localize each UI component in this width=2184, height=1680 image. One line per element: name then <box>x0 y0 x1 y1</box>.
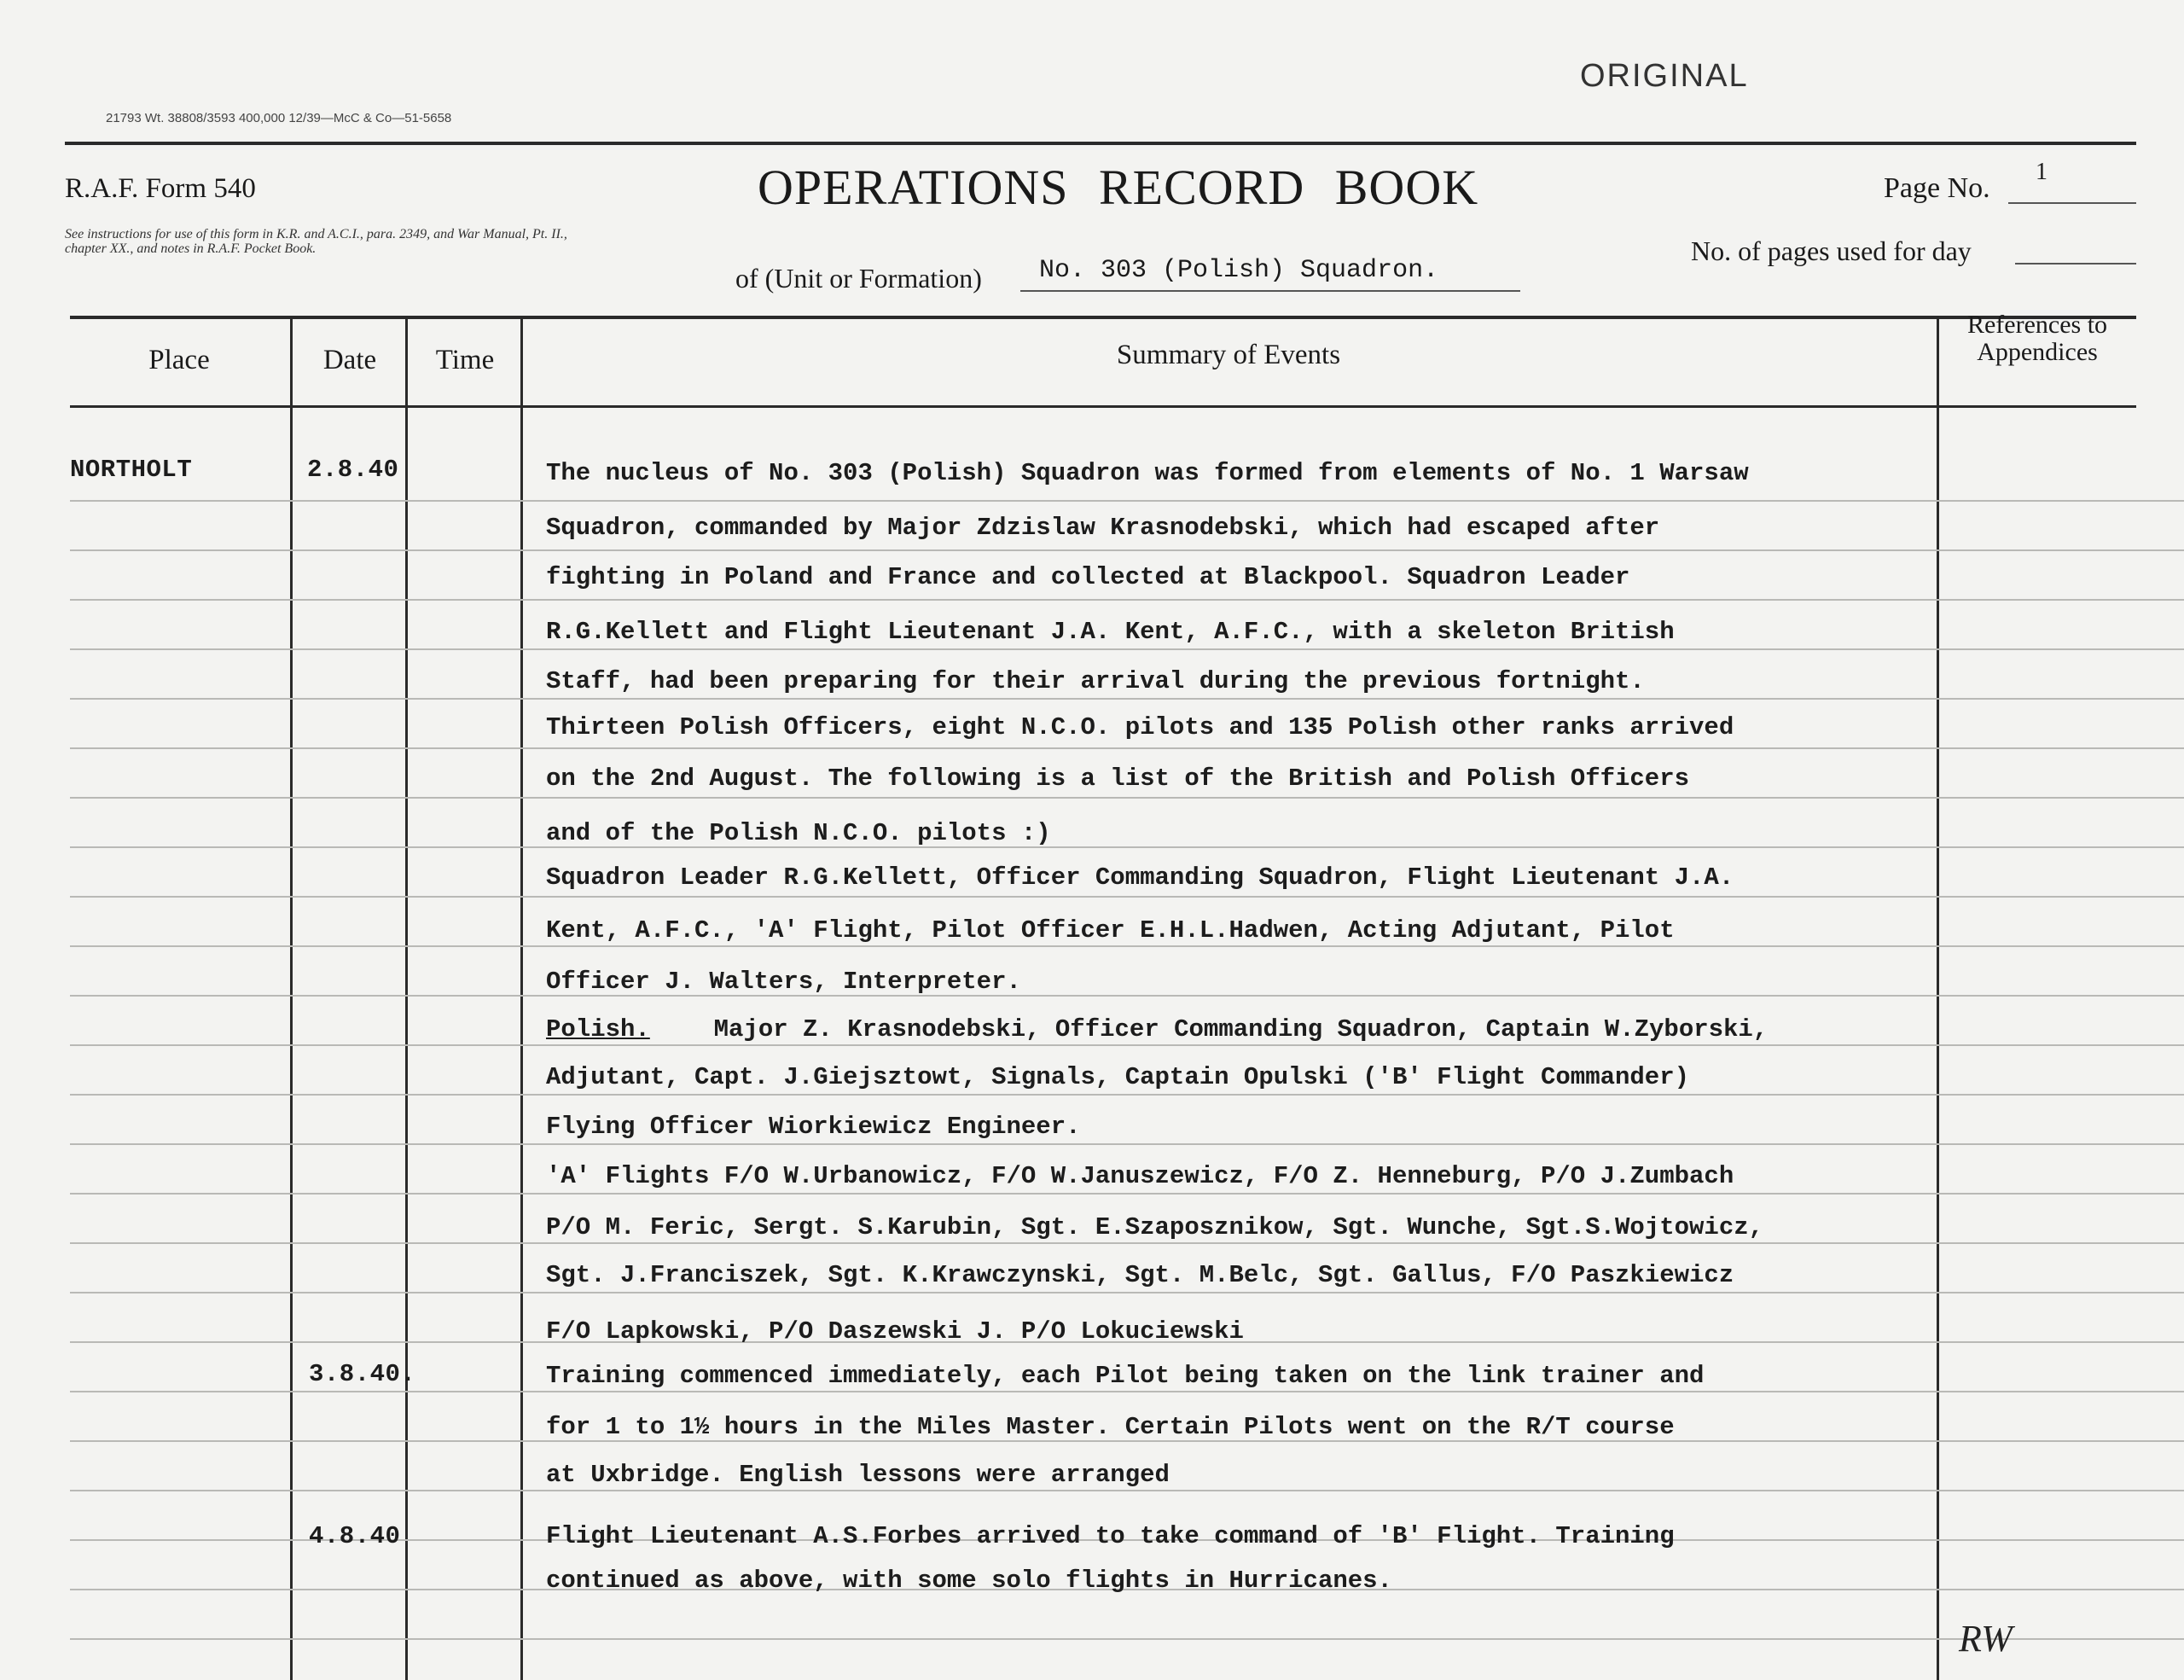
summary-line: Staff, had been preparing for their arrival during the previous fortnight. <box>546 667 1645 695</box>
column-divider-summary <box>1937 319 1939 1680</box>
column-header-date: Date <box>322 345 377 375</box>
summary-line: and of the Polish N.C.O. pilots :) <box>546 819 1051 847</box>
summary-line: The nucleus of No. 303 (Polish) Squadron was formed from elements of No. 1 Warsaw <box>546 459 1749 487</box>
ledger-line <box>70 1391 2184 1392</box>
ledger-line <box>70 1490 2184 1491</box>
ledger-line <box>70 1143 2184 1145</box>
table-header-rule <box>70 405 2136 408</box>
pages-used-label: No. of pages used for day <box>1691 235 1972 266</box>
page-number-dotted-line <box>2008 202 2136 204</box>
column-divider-date <box>405 319 408 1680</box>
summary-line: Training commenced immediately, each Pilot being taken on the link trainer and <box>546 1362 1705 1390</box>
column-header-time: Time <box>435 345 495 375</box>
column-divider-place <box>290 319 293 1680</box>
table-top-rule <box>70 316 2136 319</box>
summary-line: Sgt. J.Franciszek, Sgt. K.Krawczynski, Sgt. M.Belc, Sgt. Gallus, F/O Paszkiewicz <box>546 1261 1734 1289</box>
ledger-line <box>70 1193 2184 1195</box>
page-title: OPERATIONS RECORD BOOK <box>758 160 1479 215</box>
summary-line: Flying Officer Wiorkiewicz Engineer. <box>546 1113 1081 1141</box>
pages-used-dotted-line <box>2015 263 2136 264</box>
summary-line: Flight Lieutenant A.S.Forbes arrived to take command of 'B' Flight. Training <box>546 1522 1675 1550</box>
ledger-line <box>70 846 2184 848</box>
summary-line: Adjutant, Capt. J.Giejsztowt, Signals, Captain Opulski ('B' Flight Commander) <box>546 1063 1690 1091</box>
summary-line: P/O M. Feric, Sergt. S.Karubin, Sgt. E.Szaposznikow, Sgt. Wunche, Sgt.S.Wojtowicz, <box>546 1213 1764 1241</box>
top-rule <box>65 142 2136 145</box>
place-northolt: NORTHOLT <box>70 456 193 484</box>
summary-line: Thirteen Polish Officers, eight N.C.O. pilots and 135 Polish other ranks arrived <box>546 713 1734 741</box>
ledger-line <box>70 747 2184 749</box>
date-3-8-40: 3.8.40. <box>309 1360 416 1388</box>
ledger-line <box>70 896 2184 898</box>
ledger-line <box>70 1242 2184 1244</box>
date-4-8-40: 4.8.40 <box>309 1522 401 1550</box>
page-number-label: Page No. <box>1884 172 1990 204</box>
ledger-line <box>70 945 2184 947</box>
print-code: 21793 Wt. 38808/3593 400,000 12/39—McC & Co—51-5658 <box>106 111 452 125</box>
ledger-line <box>70 1044 2184 1046</box>
date-2-8-40: 2.8.40 <box>307 456 399 484</box>
ledger-line <box>70 1638 2184 1640</box>
original-stamp: ORIGINAL <box>1580 58 1749 94</box>
summary-line-polish <box>546 1015 1768 1043</box>
summary-line: R.G.Kellett and Flight Lieutenant J.A. Kent, A.F.C., with a skeleton British <box>546 618 1675 646</box>
polish-officers-text: Major Z. Krasnodebski, Officer Commanding Squadron, Captain W.Zyborski, <box>713 1015 1769 1043</box>
column-header-place: Place <box>148 345 210 375</box>
ledger-line <box>70 1292 2184 1293</box>
summary-line: for 1 to 1½ hours in the Miles Master. Certain Pilots went on the R/T course <box>546 1413 1675 1441</box>
summary-line: Squadron, commanded by Major Zdzislaw Krasnodebski, which had escaped after <box>546 514 1660 542</box>
column-divider-time <box>520 319 523 1680</box>
ledger-line <box>70 698 2184 700</box>
summary-line: 'A' Flights F/O W.Urbanowicz, F/O W.Januszewicz, F/O Z. Henneburg, P/O J.Zumbach <box>546 1162 1734 1190</box>
summary-line: at Uxbridge. English lessons were arranged <box>546 1461 1170 1489</box>
summary-line: Kent, A.F.C., 'A' Flight, Pilot Officer E.H.L.Hadwen, Acting Adjutant, Pilot <box>546 916 1675 945</box>
summary-line: Officer J. Walters, Interpreter. <box>546 968 1021 996</box>
unit-dotted-line <box>1020 290 1520 292</box>
summary-line: fighting in Poland and France and collected at Blackpool. Squadron Leader <box>546 563 1630 591</box>
unit-value: No. 303 (Polish) Squadron. <box>1039 256 1439 285</box>
initials-signature: RW <box>1959 1618 2013 1660</box>
ledger-line <box>70 549 2184 551</box>
page-number-value: 1 <box>2036 159 2048 185</box>
form-instructions: See instructions for use of this form in K.R. and A.C.I., para. 2349, and War Manual, Pt. II., chapter XX., and notes in R.A.F. Pocket Book. <box>65 227 567 256</box>
ledger-line <box>70 500 2184 502</box>
ledger-line <box>70 648 2184 650</box>
ledger-line <box>70 995 2184 997</box>
column-header-references: References to Appendices <box>1966 311 2108 366</box>
column-header-summary: Summary of Events <box>1116 340 1341 370</box>
unit-label: of (Unit or Formation) <box>735 263 982 294</box>
form-number: R.A.F. Form 540 <box>65 173 256 204</box>
ledger-line <box>70 599 2184 601</box>
summary-line: F/O Lapkowski, P/O Daszewski J. P/O Lokuciewski <box>546 1317 1244 1346</box>
summary-line: Squadron Leader R.G.Kellett, Officer Commanding Squadron, Flight Lieutenant J.A. <box>546 863 1734 892</box>
summary-line: continued as above, with some solo flights in Hurricanes. <box>546 1567 1392 1595</box>
polish-heading: Polish. <box>546 1015 650 1043</box>
ledger-line <box>70 1094 2184 1096</box>
ledger-line <box>70 797 2184 799</box>
summary-line: on the 2nd August. The following is a list of the British and Polish Officers <box>546 764 1690 793</box>
